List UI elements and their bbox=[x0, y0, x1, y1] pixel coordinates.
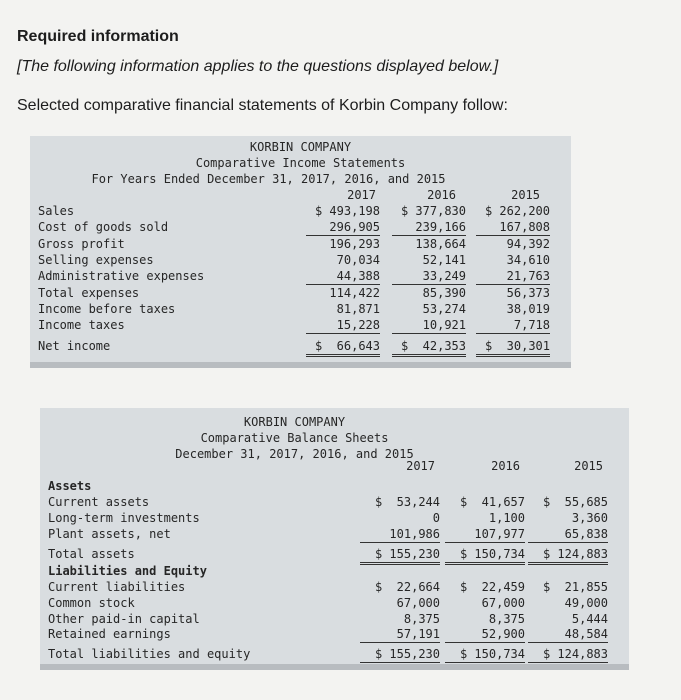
row-value: 53,274 bbox=[422, 302, 466, 316]
row-value: 21,763 bbox=[476, 268, 550, 285]
row-value: 81,871 bbox=[336, 302, 380, 316]
income-year-2017: 2017 bbox=[347, 188, 376, 202]
row-label: Retained earnings bbox=[48, 627, 171, 641]
income-period: For Years Ended December 31, 2017, 2016, and 2015 bbox=[91, 172, 446, 186]
row-value: 49,000 bbox=[564, 596, 608, 610]
balance-bottom-band bbox=[40, 664, 629, 670]
row-value: 114,422 bbox=[329, 286, 380, 300]
row-value: $ 22,664 bbox=[374, 580, 440, 594]
balance-company-name: KORBIN COMPANY bbox=[243, 415, 346, 429]
row-label: Long-term investments bbox=[48, 511, 200, 525]
row-value: 296,905 bbox=[306, 219, 380, 236]
row-value: $ 262,200 bbox=[484, 204, 550, 218]
balance-year-2016: 2016 bbox=[491, 459, 520, 473]
row-value: 15,228 bbox=[306, 317, 380, 334]
intro-text: Selected comparative financial statements of Korbin Company follow: bbox=[17, 97, 508, 114]
row-value: 138,664 bbox=[415, 237, 466, 251]
income-statement-name: Comparative Income Statements bbox=[195, 156, 406, 170]
row-value: 3,360 bbox=[571, 511, 608, 525]
row-value: 44,388 bbox=[306, 268, 380, 285]
row-value: 57,191 bbox=[360, 626, 440, 643]
row-value: $ 124,883 bbox=[528, 646, 608, 665]
balance-statement-name: Comparative Balance Sheets bbox=[200, 431, 389, 445]
row-label: Net income bbox=[38, 339, 111, 353]
income-year-2016: 2016 bbox=[427, 188, 456, 202]
balance-sheet-header bbox=[0, 414, 629, 462]
row-label: Total assets bbox=[48, 547, 135, 561]
row-value: 56,373 bbox=[506, 286, 550, 300]
row-value: $ 66,643 bbox=[306, 338, 380, 357]
assets-heading: Assets bbox=[48, 479, 92, 493]
required-information-title: Required information bbox=[17, 28, 179, 45]
balance-year-2017: 2017 bbox=[406, 459, 435, 473]
row-value: 7,718 bbox=[476, 317, 550, 334]
row-value: 239,166 bbox=[392, 219, 466, 236]
row-value: $ 377,830 bbox=[400, 204, 466, 218]
income-statement-header bbox=[30, 139, 571, 187]
row-value: 1,100 bbox=[488, 511, 525, 525]
row-value: 33,249 bbox=[392, 268, 466, 285]
row-value: 52,900 bbox=[445, 626, 525, 643]
row-value: $ 55,685 bbox=[542, 495, 608, 509]
row-value: 8,375 bbox=[403, 612, 440, 626]
row-value: $ 21,855 bbox=[542, 580, 608, 594]
row-label: Total liabilities and equity bbox=[48, 647, 251, 661]
row-value: 70,034 bbox=[336, 253, 380, 267]
row-value: $ 42,353 bbox=[392, 338, 466, 357]
row-value: 167,808 bbox=[476, 219, 550, 236]
income-bottom-band bbox=[30, 362, 571, 368]
row-value: 107,977 bbox=[445, 526, 525, 543]
row-value: 0 bbox=[432, 511, 440, 525]
row-value: 10,921 bbox=[392, 317, 466, 334]
row-value: 5,444 bbox=[571, 612, 608, 626]
row-value: $ 150,734 bbox=[445, 546, 525, 565]
row-label: Plant assets, net bbox=[48, 527, 171, 541]
row-label: Income before taxes bbox=[38, 302, 176, 316]
row-label: Gross profit bbox=[38, 237, 125, 251]
row-value: $ 53,244 bbox=[374, 495, 440, 509]
row-value: 196,293 bbox=[329, 237, 380, 251]
row-value: 67,000 bbox=[481, 596, 525, 610]
row-value: $ 124,883 bbox=[528, 546, 608, 565]
row-label: Total expenses bbox=[38, 286, 140, 300]
row-value: 101,986 bbox=[360, 526, 440, 543]
row-value: 67,000 bbox=[396, 596, 440, 610]
income-company-name: KORBIN COMPANY bbox=[249, 140, 352, 154]
info-note: [The following information applies to the questions displayed below.] bbox=[17, 58, 499, 75]
balance-sheet-panel bbox=[40, 408, 629, 670]
row-value: $ 155,230 bbox=[360, 546, 440, 565]
row-value: $ 30,301 bbox=[476, 338, 550, 357]
row-label: Other paid-in capital bbox=[48, 612, 200, 626]
income-year-2015: 2015 bbox=[511, 188, 540, 202]
row-value: $ 41,657 bbox=[459, 495, 525, 509]
row-value: $ 155,230 bbox=[360, 646, 440, 665]
income-statement-panel bbox=[30, 136, 571, 366]
row-value: $ 22,459 bbox=[459, 580, 525, 594]
row-label: Current assets bbox=[48, 495, 150, 509]
row-label: Common stock bbox=[48, 596, 135, 610]
row-value: 34,610 bbox=[506, 253, 550, 267]
row-value: 52,141 bbox=[422, 253, 466, 267]
row-label: Administrative expenses bbox=[38, 269, 205, 283]
row-value: 94,392 bbox=[506, 237, 550, 251]
row-value: 65,838 bbox=[528, 526, 608, 543]
row-value: 8,375 bbox=[488, 612, 525, 626]
row-value: 48,584 bbox=[528, 626, 608, 643]
row-label: Income taxes bbox=[38, 318, 125, 332]
balance-period: December 31, 2017, 2016, and 2015 bbox=[175, 447, 414, 461]
row-value: 38,019 bbox=[506, 302, 550, 316]
row-value: 85,390 bbox=[422, 286, 466, 300]
liabilities-heading: Liabilities and Equity bbox=[48, 564, 207, 578]
row-label: Sales bbox=[38, 204, 75, 218]
row-label: Cost of goods sold bbox=[38, 220, 169, 234]
row-value: $ 493,198 bbox=[314, 204, 380, 218]
row-label: Current liabilities bbox=[48, 580, 186, 594]
row-label: Selling expenses bbox=[38, 253, 154, 267]
balance-year-2015: 2015 bbox=[574, 459, 603, 473]
row-value: $ 150,734 bbox=[445, 646, 525, 665]
